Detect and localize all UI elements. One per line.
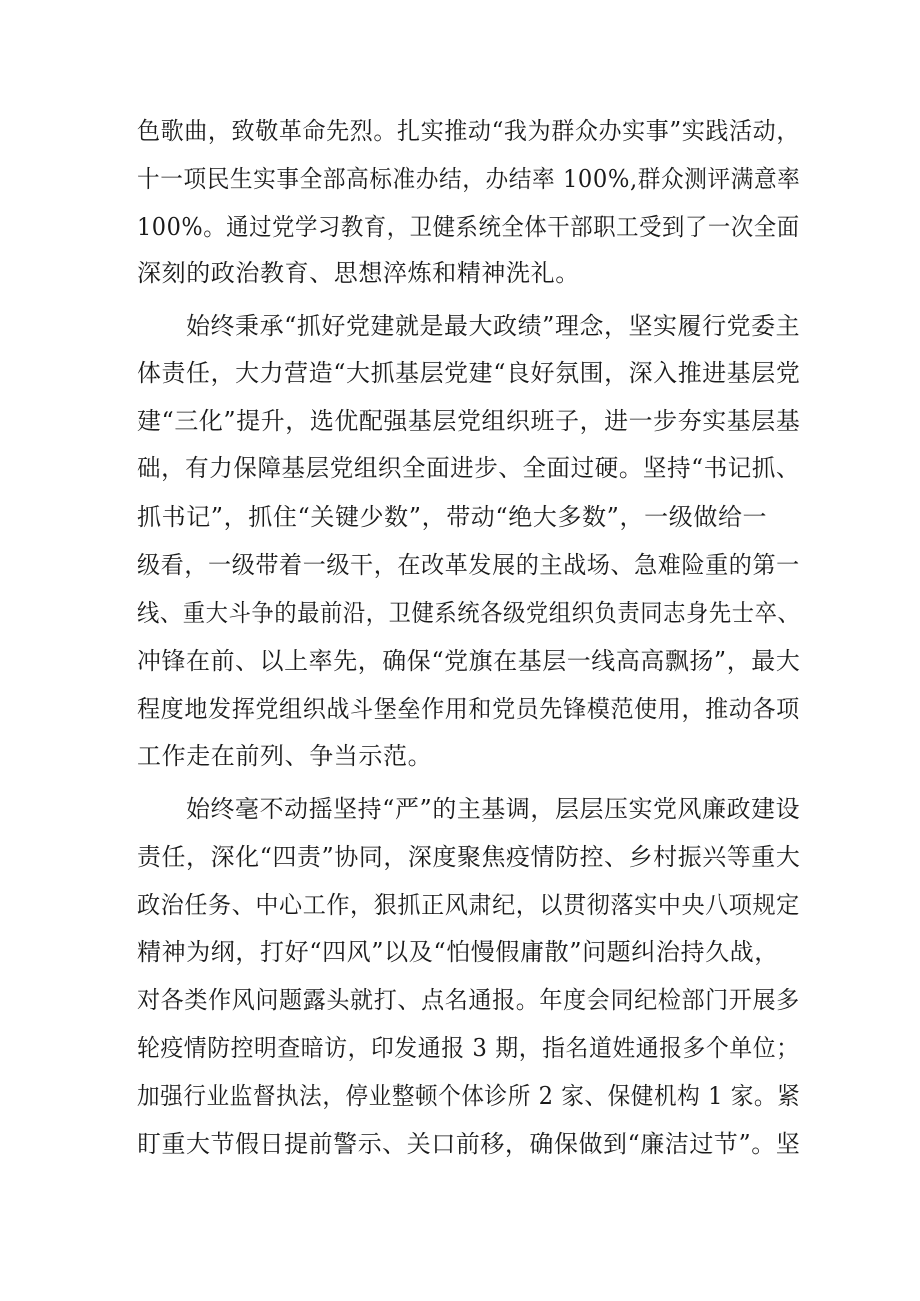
text-line: 程度地发挥党组织战斗堡垒作用和党员先锋模范使用，推动各项 [137, 695, 800, 723]
text-line: 加强行业监督执法，停业整顿个体诊所 2 家、保健机构 1 家。紧 [137, 1082, 801, 1110]
text-line: 盯重大节假日提前警示、关口前移，确保做到“廉洁过节”。坚 [137, 1130, 801, 1158]
text-line: 对各类作风问题露头就打、点名通报。年度会同纪检部门开展多 [137, 986, 800, 1014]
text-line: 冲锋在前、以上率先，确保“党旗在基层一线高高飘扬”，最大 [137, 647, 801, 675]
paragraph-first-line: 始终毫不动摇坚持“严”的主基调，层层压实党风廉政建设 [186, 795, 801, 823]
text-line: 建“三化”提升，选优配强基层党组织班子，进一步夯实基层基 [137, 407, 801, 435]
text-line: 轮疫情防控明查暗访，印发通报 3 期，指名道姓通报多个单位； [137, 1034, 800, 1062]
text-line: 责任，深化“四责”协同，深度聚焦疫情防控、乡村振兴等重大 [137, 843, 801, 871]
text-line: 精神为纲，打好“四风”以及“怕慢假庸散”问题纠治持久战， [137, 938, 779, 966]
text-line: 抓书记”，抓住“关键少数”，带动“绝大多数”，一级做给一 [137, 503, 768, 531]
text-line: 100%。通过党学习教育，卫健系统全体干部职工受到了一次全面 [137, 213, 800, 241]
text-line: 级看，一级带着一级干，在改革发展的主战场、急难险重的第一 [137, 551, 800, 579]
text-line: 色歌曲，致敬革命先烈。扎实推动“我为群众办实事”实践活动， [137, 117, 800, 145]
text-line: 十一项民生实事全部高标准办结，办结率 100%,群众测评满意率 [137, 165, 801, 193]
text-line: 深刻的政治教育、思想淬炼和精神洗礼。 [137, 259, 580, 287]
text-line: 工作走在前列、争当示范。 [137, 742, 433, 770]
text-line: 体责任，大力营造“大抓基层党建“良好氛围，深入推进基层党 [137, 359, 801, 387]
paragraph-first-line: 始终秉承“抓好党建就是最大政绩”理念，坚实履行党委主 [186, 312, 801, 340]
text-line: 础，有力保障基层党组织全面进步、全面过硬。坚持“书记抓、 [137, 454, 801, 482]
text-line: 线、重大斗争的最前沿，卫健系统各级党组织负责同志身先士卒、 [137, 599, 801, 627]
text-line: 政治任务、中心工作，狠抓正风肃纪，以贯彻落实中央八项规定 [137, 891, 800, 919]
